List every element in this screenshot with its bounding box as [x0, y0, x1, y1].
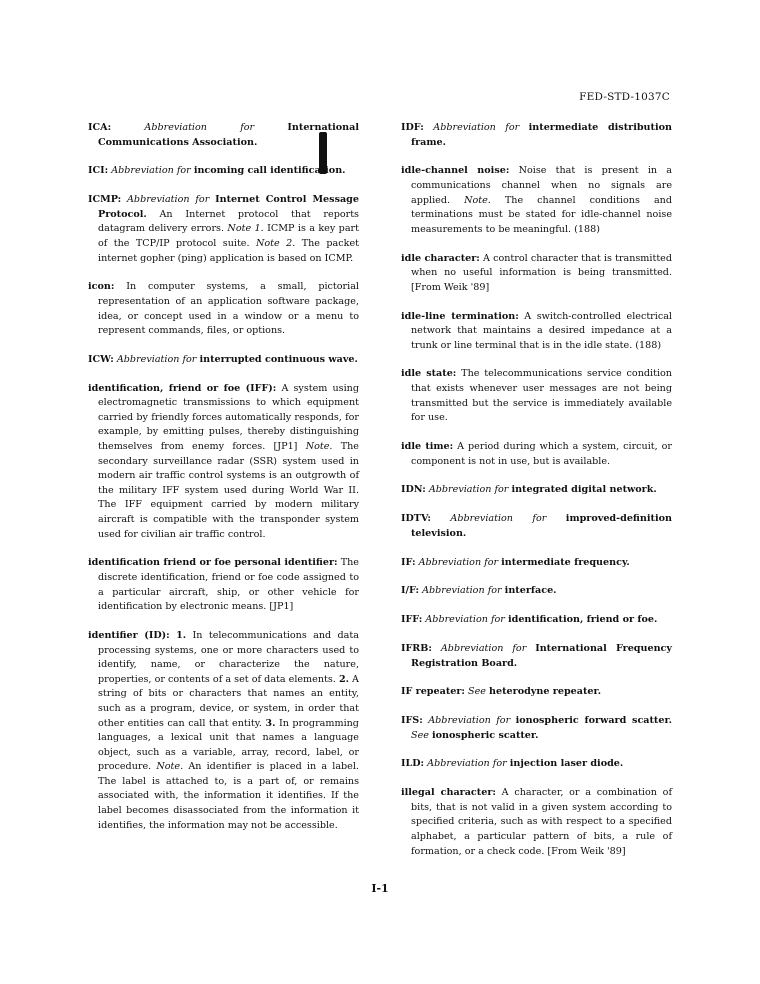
entry-term: ICW: [88, 353, 114, 365]
definition-text: In telecommunications and data processing systems, one or more characters used to identify, name, or characterize the nature, properties, or contents of a set of data elements. [98, 629, 359, 685]
definition-text: A string of bits or characters that names an entity, such as a program, device, or system, in order that other entities can call that entity. [98, 673, 359, 729]
sense-number: 1. [176, 629, 187, 641]
entry-term: idle time: [401, 441, 454, 453]
entry-term: idle-channel noise: [401, 165, 510, 177]
definition-text: The channel conditions and terminations must be stated for idle-channel noise measurements to be meaningful. (188) [411, 194, 672, 235]
definition-text: In computer systems, a small, pictorial representation of an application software package, idea, or concept used in a window or a menu to represent commands, files, or options. [98, 281, 359, 337]
abbreviation-label: Abbreviation for [116, 353, 197, 365]
definition-text: An Internet protocol that reports datagram delivery errors. [98, 208, 359, 235]
entry-term: identifier (ID): [88, 629, 170, 641]
entry-term: idle-line termination: [401, 310, 519, 322]
cross-reference: International Frequency Registration Board. [411, 642, 672, 669]
cross-reference: interrupted continuous wave. [199, 353, 358, 365]
entry-term: IF: [401, 556, 416, 568]
entry-term: ILD: [401, 758, 425, 770]
cross-reference: injection laser diode. [509, 758, 624, 770]
abbreviation-label: Abbreviation for [427, 758, 507, 770]
glossary-entry-idn [401, 483, 672, 498]
definition-text: The packet internet gopher (ping) application is based on ICMP. [98, 237, 359, 264]
cross-reference: International Communications Association. [98, 122, 359, 148]
definition-text: Noise that is present in a communications channel when no signals are applied. [411, 165, 672, 206]
glossary-entry-i-f [401, 584, 672, 599]
right-column [401, 121, 672, 873]
entry-term: I/F: [401, 585, 420, 597]
glossary-entry-ifrb [401, 642, 672, 671]
definition-text: In programming languages, a lexical unit that names a language object, such as a variable, array, record, label, or procedure. [98, 717, 359, 773]
glossary-entry-ifs [401, 714, 672, 743]
entry-term: IDF: [401, 122, 424, 133]
glossary-entry-idle-character [401, 252, 672, 296]
cross-reference: Internet Control Message Protocol. [98, 194, 359, 220]
entry-term: identification, friend or foe (IFF): [88, 382, 277, 394]
definition-text: A character, or a combination of bits, that is not valid in a given system according to specified criteria, such as with respect to a specified alphabet, a particular pattern of bits, a rule of formation, or a check code. [From Weik '89] [411, 787, 672, 857]
definition-text: A control character that is transmitted when no useful information is being transmitted. [From Weik '89] [411, 252, 673, 293]
glossary-entry-idle-time [401, 440, 672, 469]
definition-text: ICMP is a key part of the TCP/IP protocol suite. [98, 223, 359, 249]
abbreviation-label: Abbreviation for [428, 715, 511, 727]
glossary-entry-ici [88, 164, 359, 179]
abbreviation-label: Abbreviation for [428, 484, 509, 496]
abbreviation-label: Abbreviation for [111, 165, 191, 177]
entry-term: IFF: [401, 614, 423, 626]
glossary-entry-ica [88, 121, 359, 150]
cross-reference: interface. [504, 585, 557, 597]
cross-reference: integrated digital network. [511, 484, 657, 496]
definition-text: A switch-controlled electrical network that maintains a desired impedance at a trunk or line terminal that is in the idle state. (188) [411, 310, 672, 351]
glossary-entry-idle-state [401, 367, 672, 425]
glossary-entry-idle-channel-noise [401, 164, 672, 237]
glossary-entry-idle-line-termination [401, 310, 672, 354]
abbreviation-label: Abbreviation for [433, 122, 520, 133]
sense-number: 2. [338, 673, 349, 685]
entry-term: identification friend or foe personal identifier: [88, 557, 338, 569]
glossary-entry-ild [401, 757, 672, 772]
cross-reference: ionospheric scatter. [432, 729, 539, 741]
cross-reference: intermediate frequency. [501, 556, 630, 568]
glossary-entry-identifier [88, 629, 359, 833]
glossary-entry-idf [401, 121, 672, 150]
entry-term: IFRB: [401, 642, 432, 654]
entry-term: icon: [88, 281, 115, 293]
glossary-entry-icmp [88, 193, 359, 266]
cross-reference: improved-definition television. [411, 513, 672, 539]
entry-term: ICA: [88, 122, 112, 133]
entry-term: idle state: [401, 368, 457, 380]
page-number: I-1 [371, 882, 389, 895]
note-label: Note. [156, 761, 184, 773]
definition-text: A period during which a system, circuit, or component is not in use, but is available. [411, 441, 672, 467]
entry-term: IFS: [401, 715, 423, 727]
entry-term: idle character: [401, 252, 480, 264]
abbreviation-label: Abbreviation for [450, 513, 547, 525]
glossary-entry-icw [88, 353, 359, 368]
abbreviation-label: Abbreviation for [422, 585, 502, 597]
abbreviation-label: Abbreviation for [440, 642, 527, 654]
abbreviation-label: Abbreviation for [127, 194, 210, 206]
abbreviation-label: Abbreviation for [425, 614, 505, 626]
definition-text: The secondary surveillance radar (SSR) system used in modern air traffic control systems is an outgrowth of the military IFF system used during World War II. The IFF equipment carried by modern military aircraft is compatible with the transponder system used for civilian air traffic control. [98, 441, 359, 540]
see-label: See [468, 686, 486, 698]
glossary-entry-iff-personal-identifier [88, 556, 359, 614]
cross-reference: heterodyne repeater. [489, 686, 602, 698]
definition-text: An identifier is placed in a label. The label is attached to, is a part of, or remains associated with, the information it identifies. If the label becomes disassociated from the information it identifies, the information may not be accessible. [98, 761, 359, 831]
note-label: Note. [305, 441, 333, 453]
glossary-entry-idtv [401, 512, 672, 541]
cross-reference: intermediate distribution frame. [411, 122, 672, 148]
glossary-entry-if-repeater [401, 685, 672, 700]
definition-text: The discrete identification, friend or foe code assigned to a particular aircraft, ship, or other vehicle for identification by electronic means. [JP1] [98, 557, 359, 613]
glossary-entry-if [401, 556, 672, 571]
entry-term: ICMP: [88, 194, 122, 206]
entry-term: ICI: [88, 165, 109, 177]
glossary-entry-iff-definition [88, 382, 359, 543]
glossary-entry-illegal-character [401, 786, 672, 859]
entry-term: IDTV: [401, 513, 431, 525]
abbreviation-label: Abbreviation for [418, 556, 499, 568]
sense-number: 3. [265, 717, 276, 729]
abbreviation-label: Abbreviation for [144, 122, 255, 133]
note-label: Note 1. [227, 223, 264, 235]
entry-term: IF repeater: [401, 686, 465, 698]
glossary-entry-icon [88, 280, 359, 338]
note-label: Note. [464, 194, 491, 206]
entry-term: illegal character: [401, 787, 496, 799]
running-head: FED-STD-1037C [579, 91, 670, 103]
cross-reference: ionospheric forward scatter. [515, 715, 672, 727]
entry-term: IDN: [401, 484, 426, 496]
left-column [88, 121, 359, 847]
cross-reference: incoming call identification. [193, 165, 346, 177]
definition-text: The telecommunications service condition that exists whenever user messages are not being transmitted but the service is immediately available for use. [411, 368, 672, 424]
cross-reference: identification, friend or foe. [507, 614, 658, 626]
see-label: See [411, 729, 429, 741]
definition-text: A system using electromagnetic transmissions to which equipment carried by friendly forces automatically responds, for example, by emitting pulses, thereby distinguishing themselves from enemy forces. [JP1] [98, 382, 359, 453]
note-label: Note 2. [255, 237, 296, 249]
glossary-entry-iff-abbrev [401, 613, 672, 628]
